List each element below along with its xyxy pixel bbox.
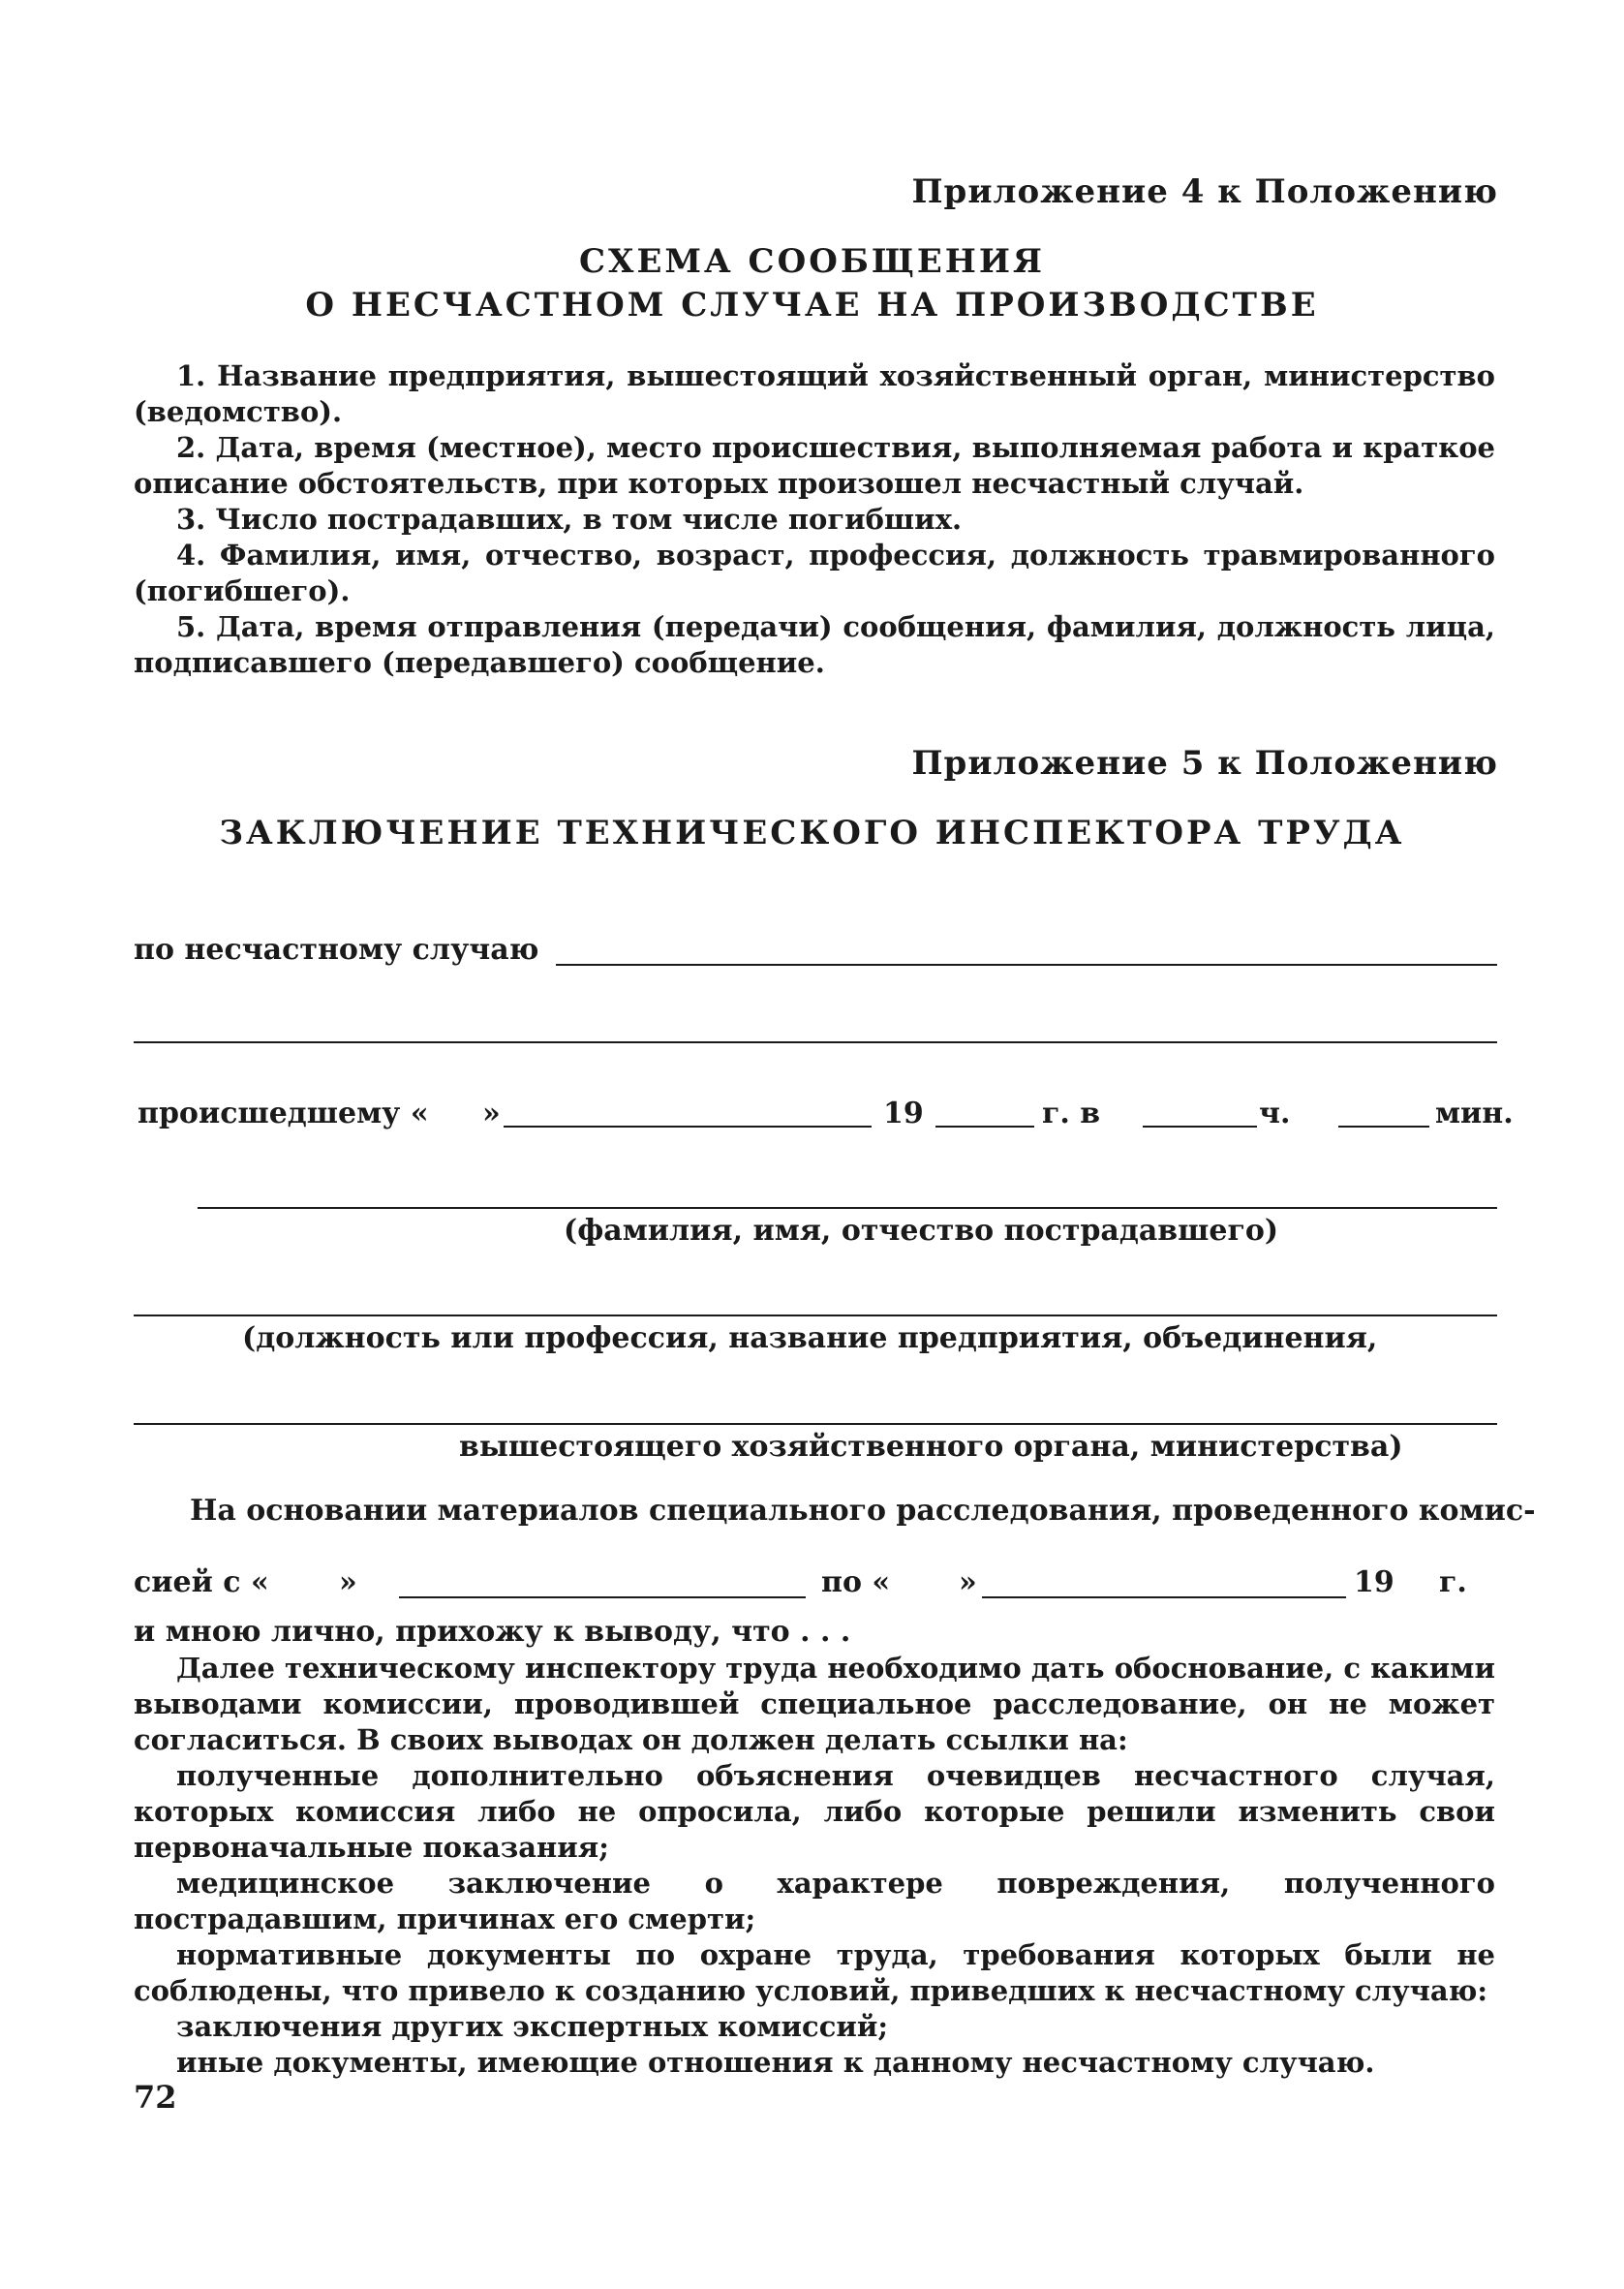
accident-label: по несчастному случаю (134, 933, 539, 967)
period-from-field[interactable] (399, 1596, 806, 1598)
caption-victim: (фамилия, имя, отчество пострадавшего) (564, 1214, 1279, 1248)
basis-text: На основании материалов специального расследования, проведенного комис- (190, 1494, 1536, 1528)
minutes-suffix: мин. (1435, 1097, 1514, 1130)
conclusion-lead: и мною лично, прихожу к выводу, что . . . (134, 1615, 851, 1649)
year-suffix: г. в (1042, 1097, 1101, 1130)
hours-suffix: ч. (1259, 1097, 1291, 1130)
list-item: 3. Число пострадавших, в том числе погибших. (176, 503, 963, 536)
period-from-quote-close: » (339, 1565, 357, 1599)
reference-item: иные документы, имеющие отношения к данному несчастному случаю. (176, 2046, 1375, 2079)
minutes-field[interactable] (1338, 1126, 1429, 1128)
appendix-5-label: Приложение 5 к Положению (911, 744, 1498, 783)
accident-field[interactable] (556, 964, 1497, 966)
list-item: 2. Дата, время (местное), место происшествия, выполняемая работа и краткое описание обстоятельств, при которых произошел несчастный случай. (134, 431, 1495, 500)
appendix-4-title-line-2: О НЕСЧАСТНОМ СЛУЧАЕ НА ПРОИЗВОДСТВЕ (305, 286, 1319, 325)
period-to-quote-close: » (959, 1565, 977, 1599)
list-item: 1. Название предприятия, вышестоящий хозяйственный орган, министерство (ведомство). (134, 359, 1495, 428)
appendix-5-title: ЗАКЛЮЧЕНИЕ ТЕХНИЧЕСКОГО ИНСПЕКТОРА ТРУДА (219, 814, 1405, 852)
authority-field[interactable] (134, 1423, 1497, 1425)
reference-item: полученные дополнительно объяснения очевидцев несчастного случая, которых комиссия либо не опросила, либо которые решили изменить свои первоначальные показания; (134, 1759, 1495, 1864)
period-year-prefix: 19 (1354, 1565, 1394, 1599)
list-item: 4. Фамилия, имя, отчество, возраст, профессия, должность травмированного (погибшего). (134, 539, 1495, 607)
year-prefix: 19 (883, 1097, 924, 1130)
body-paragraph: Далее техническому инспектору труда необходимо дать обоснование, с какими выводами комиссии, проводившей специальное расследование, он не может согласиться. В своих выводах он должен делать ссылки на: (134, 1652, 1495, 1756)
reference-item: медицинское заключение о характере повреждения, полученного пострадавшим, причинах его смерти; (134, 1867, 1495, 1935)
period-year-suffix: г. (1439, 1565, 1467, 1599)
reference-item: нормативные документы по охране труда, требования которых были не соблюдены, что привело к созданию условий, приведших к несчастному случаю: (134, 1938, 1495, 2007)
period-to-label: по « (821, 1565, 891, 1599)
hours-field[interactable] (1143, 1126, 1257, 1128)
victim-name-field[interactable] (198, 1207, 1497, 1209)
appendix-4-label: Приложение 4 к Положению (911, 172, 1498, 211)
position-field[interactable] (134, 1315, 1497, 1316)
caption-authority: вышестоящего хозяйственного органа, министерства) (459, 1430, 1403, 1464)
conclusion-body (134, 1651, 1495, 2081)
accident-field-continued[interactable] (134, 1041, 1497, 1043)
period-from-label: сией с « (134, 1565, 269, 1599)
page-number: 72 (134, 2079, 177, 2116)
appendix-4-title-line-1: СХЕМА СООБЩЕНИЯ (579, 242, 1045, 281)
caption-position: (должность или профессия, название предприятия, объединения, (242, 1321, 1378, 1355)
occurred-label: происшедшему « (138, 1097, 429, 1130)
appendix-4-item-list (134, 358, 1495, 681)
period-to-field[interactable] (982, 1596, 1346, 1598)
list-item: 5. Дата, время отправления (передачи) сообщения, фамилия, должность лица, подписавшего (передавшего) сообщение. (134, 610, 1495, 679)
year-field[interactable] (935, 1126, 1034, 1128)
reference-item: заключения других экспертных комиссий; (176, 2010, 889, 2043)
date-field[interactable] (504, 1126, 872, 1128)
quote-close: » (482, 1097, 501, 1130)
